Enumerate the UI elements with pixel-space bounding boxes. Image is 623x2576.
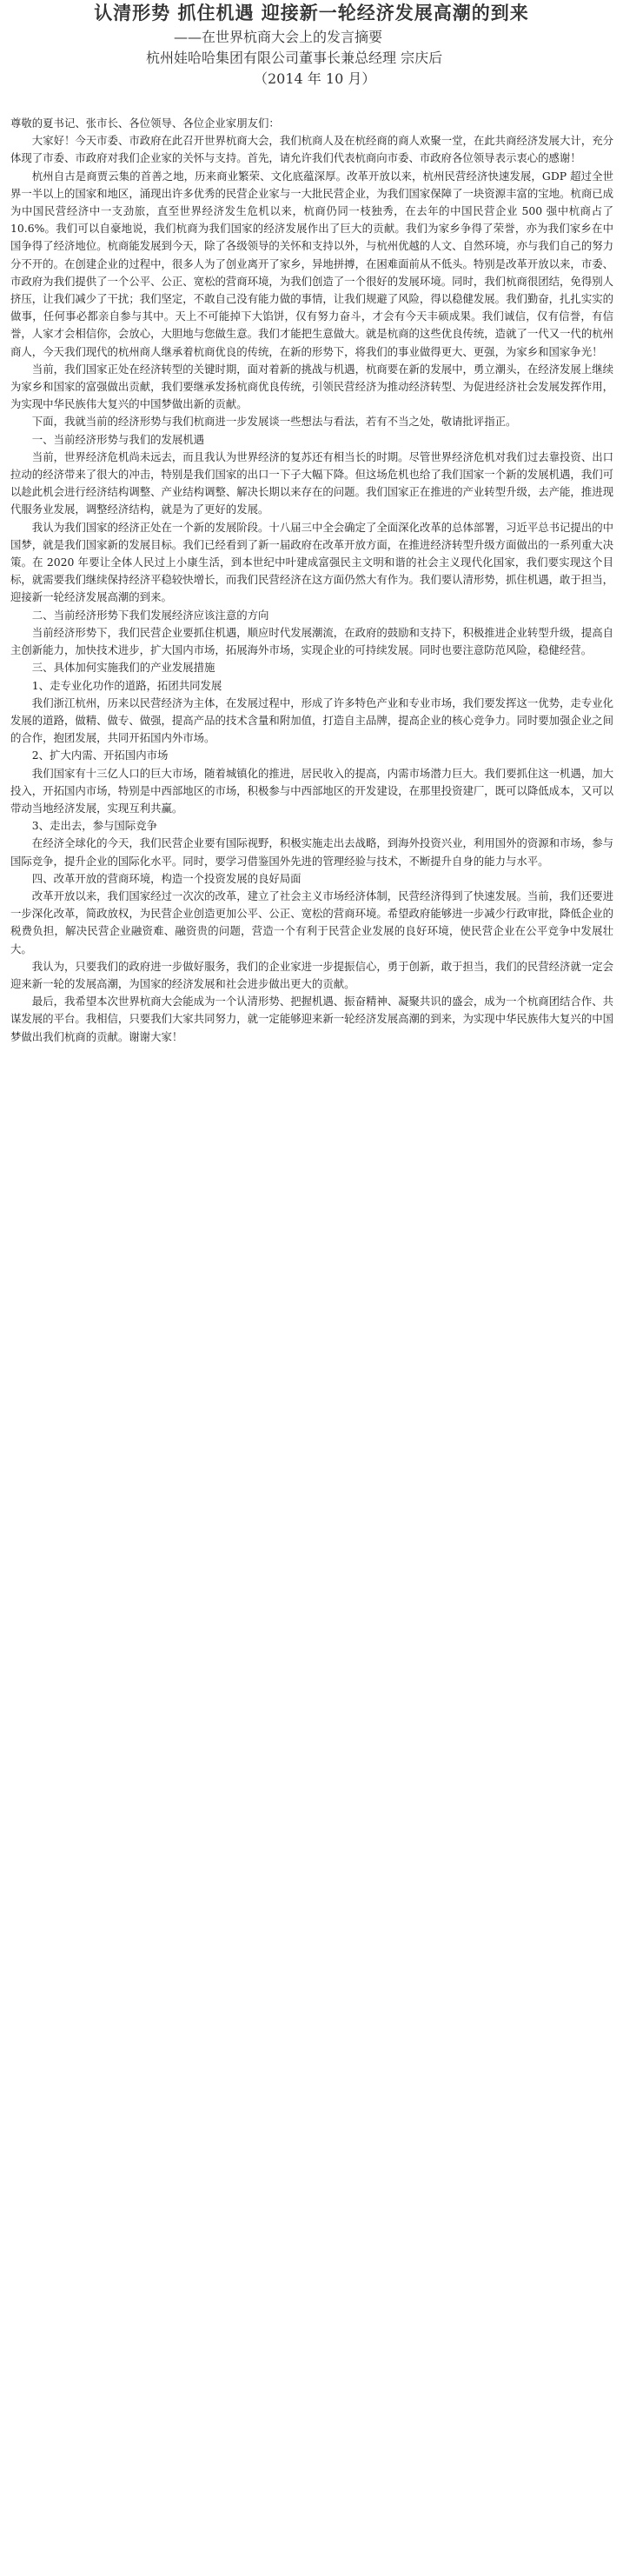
paragraph: 杭州自古是商贾云集的首善之地，历来商业繁荣、文化底蕴深厚。改革开放以来，杭州民营经济快速发展，GDP 超过全世界一半以上的国家和地区，涌现出许多优秀的民营企业家与一大批民营企业，为我们国家保障了一块资源丰富的宝地。杭商已成为中国民营经济中一支劲旅，直至世界经济发生危机以来，杭商仍同一枝独秀，在去年的中国民营企业 500 强中杭商占了 10.6%。我们可以自豪地说，我们杭商为我们国家的经济发展作出了巨大的贡献。我们为家乡争得了荣誉，亦为我们家乡在中国争得了经济地位。杭商能发展到今天，除了各级领导的关怀和支持以外，与杭州优越的人文、自然环境，亦与我们自己的努力分不开的。在创建企业的过程中，很多人为了创业离开了家乡，异地拼搏，在困难面前从不低头。特别是改革开放以来，市委、市政府为我们提供了一个公平、公正、宽松的营商环境，为我们创造了一个很好的发展环境。同时，我们杭商很团结，免得别人挤压，让我们减少了干扰；我们坚定，不敢自己没有能力做的事情，让我们规避了风险，得以稳健发展。我们勤奋，扎扎实实的做事，任何事必都亲自参与其中。天上不可能掉下大馅饼，仅有努力奋斗，才会有今天丰硕成果。我们诚信，仅有信誉，有信誉，人家才会相信你，会放心，大胆地与您做生意。我们才能把生意做大。就是杭商的这些优良传统，造就了一代又一代的杭州商人，今天我们现代的杭州商人继承着杭商优良的传统，在新的形势下，将我们的事业做得更大、更强，为家乡和国家争光！ xyxy=(10,169,613,358)
subheading: 2、扩大内需、开拓国内市场 xyxy=(31,749,169,762)
section-heading: 三、具体加何实施我们的产业发展措施 xyxy=(31,661,215,675)
section-heading: 一、当前经济形势与我们的发展机遇 xyxy=(31,432,205,446)
salutation: 尊敬的夏书记、张市长、各位领导、各位企业家朋友们： xyxy=(10,116,280,130)
paragraph: 当前，我们国家正处在经济转型的关键时期，面对着新的挑战与机遇，杭商要在新的发展中，勇立潮头，在经济发展上继续为家乡和国家的富强做出贡献，我们要继承发扬杭商优良传统，引领民营经济为推动经济转型、为促进经济社会发展发挥作用，为实现中华民族伟大复兴的中国梦做出新的贡献。 xyxy=(10,362,613,411)
document-author: 杭州娃哈哈集团有限公司董事长兼总经理 宗庆后 xyxy=(146,50,443,66)
paragraph: 改革开放以来，我们国家经过一次次的改革，建立了社会主义市场经济体制，民营经济得到了快速发展。当前，我们还要进一步深化改革，简政放权，为民营企业创造更加公平、公正、宽松的营商环境。希望政府能够进一步减少行政审批，降低企业的税费负担，解决民营企业融资难、融资贵的问题，营造一个有利于民营企业发展的良好环境，使民营企业在公平竞争中发展壮大。 xyxy=(10,889,613,955)
document-subtitle: ——在世界杭商大会上的发言摘要 xyxy=(174,29,383,45)
section-heading: 二、当前经济形势下我们发展经济应该注意的方向 xyxy=(31,608,269,622)
paragraph: 我认为，只要我们的政府进一步做好服务，我们的企业家进一步提振信心，勇于创新，敢于担当，我们的民营经济就一定会迎来新一轮的发展高潮，为国家的经济发展和社会进步做出更大的贡献。 xyxy=(10,959,613,990)
document-date: （2014 年 10 月） xyxy=(254,70,376,87)
paragraph: 最后，我希望本次世界杭商大会能成为一个认清形势、把握机遇、振奋精神、凝聚共识的盛会，成为一个杭商团结合作、共谋发展的平台。我相信，只要我们大家共同努力，就一定能够迎来新一轮经济发展高潮的到来，为实现中华民族伟大复兴的中国梦做出我们杭商的贡献。谢谢大家！ xyxy=(10,995,613,1043)
paragraph: 我们国家有十三亿人口的巨大市场，随着城镇化的推进，居民收入的提高，内需市场潜力巨大。我们要抓住这一机遇，加大投入，开拓国内市场，特别是中西部地区的市场，积极参与中西部地区的开发建设，在那里投资建厂，既可以降低成本，又可以带动当地经济发展，实现互利共赢。 xyxy=(10,766,613,815)
paragraph: 在经济全球化的今天，我们民营企业要有国际视野，积极实施走出去战略，到海外投资兴业，利用国外的资源和市场，参与国际竞争，提升企业的国际化水平。同时，要学习借鉴国外先进的管理经验与技术，不断提升自身的能力与水平。 xyxy=(10,836,613,868)
paragraph: 当前经济形势下，我们民营企业要抓住机遇，顺应时代发展潮流，在政府的鼓励和支持下，积极推进企业转型升级，提高自主创新能力，加快技术进步，扩大国内市场，拓展海外市场，实现企业的可持续发展。同时也要注意防范风险，稳健经营。 xyxy=(10,625,613,657)
document-body xyxy=(10,115,613,1046)
paragraph: 当前，世界经济危机尚未远去，而且我认为世界经济的复苏还有相当长的时期。尽管世界经济危机对我们过去靠投资、出口拉动的经济带来了很大的冲击，特别是我们国家的出口一下子大幅下降。但这场危机也给了我们国家一个新的发展机遇，我们可以趁此机会进行经济结构调整、产业结构调整、解决长期以来存在的问题。我们国家正在推进的产业转型升级，去产能，推进现代服务业发展，调整经济结构，就是为了更好的发展。 xyxy=(10,449,613,516)
section-heading: 四、改革开放的营商环境，构造一个投资发展的良好局面 xyxy=(31,871,302,885)
subheading: 1、走专业化功作的道路，拓团共同发展 xyxy=(31,678,222,692)
paragraph: 我们浙江杭州，历来以民营经济为主体，在发展过程中，形成了许多特色产业和专业市场，我们要发挥这一优势，走专业化发展的道路，做精、做专、做强，提高产品的技术含量和附加值，打造自主品牌，提高企业的核心竞争力。同时要加强企业之间的合作，抱团发展，共同开拓国内外市场。 xyxy=(10,696,613,745)
paragraph: 下面，我就当前的经济形势与我们杭商进一步发展谈一些想法与看法，若有不当之处，敬请批评指正。 xyxy=(31,415,517,429)
subheading: 3、走出去，参与国际竞争 xyxy=(31,819,157,833)
document-title: 认清形势 抓住机遇 迎接新一轮经济发展高潮的到来 xyxy=(94,3,529,23)
paragraph: 大家好！今天市委、市政府在此召开世界杭商大会，我们杭商人及在杭经商的商人欢聚一堂，在此共商经济发展大计，充分体现了市委、市政府对我们企业家的关怀与支持。首先，请允许我们代表杭商向市委、市政府各位领导表示衷心的感谢！ xyxy=(10,134,613,165)
paragraph: 我认为我们国家的经济正处在一个新的发展阶段。十八届三中全会确定了全面深化改革的总体部署，习近平总书记提出的中国梦，就是我们国家新的发展目标。我们已经看到了新一届政府在改革开放方面，在推进经济转型升级方面做出的一系列重大决策。在 2020 年要让全体人民过上小康生活，到本世纪中叶建成富强民主文明和谐的社会主义现代化国家，我们要实现这个目标，就需要我们继续保持经济平稳较快增长，而我们民营经济在这方面仍然大有作为。我们要认清形势，抓住机遇，敢于担当，迎接新一轮经济发展高潮的到来。 xyxy=(10,520,613,604)
